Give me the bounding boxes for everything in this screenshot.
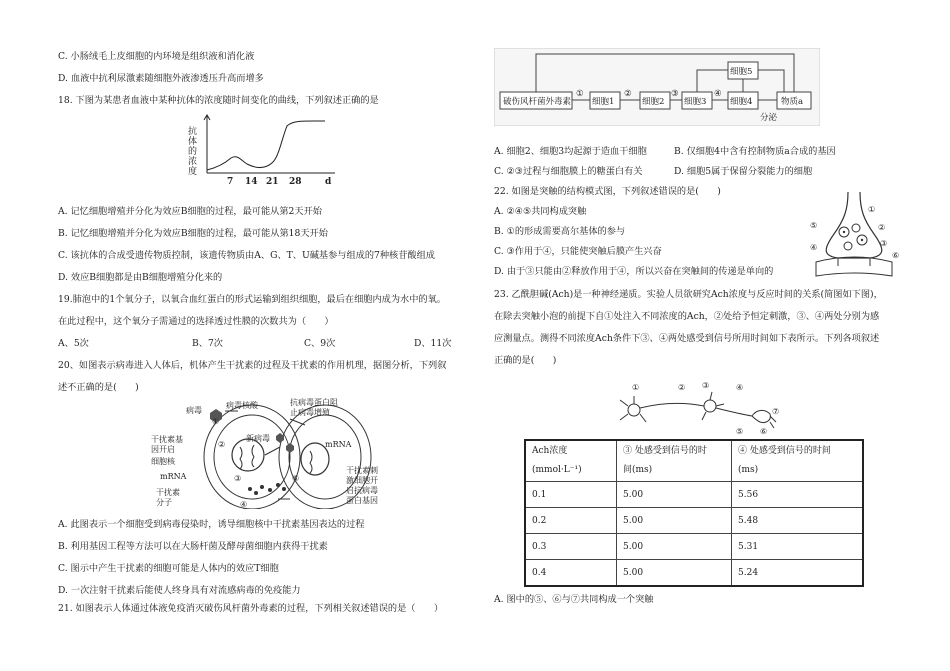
q20-stem-line2: 述不正确的是( ) bbox=[58, 382, 139, 393]
table-row bbox=[525, 482, 863, 508]
label-mrna-left: mRNA bbox=[160, 472, 187, 481]
marker-4: ④ bbox=[240, 500, 248, 509]
marker-2: ② bbox=[218, 440, 226, 449]
header-text: Ach浓度 bbox=[532, 446, 568, 456]
header-text: ④ 处感受到信号的时间 bbox=[738, 446, 831, 456]
ach-data-table bbox=[524, 439, 864, 587]
table-cell: 5.31 bbox=[732, 534, 864, 560]
y-label-char: 浓 bbox=[188, 157, 198, 167]
q19-stem-line2: 在此过程中，这个氧分子需通过的选择透过性膜的次数共为（ ） bbox=[58, 316, 334, 327]
q22-option-d: D. 由于③只能由②释放作用于④，所以兴奋在突触间的传递是单向的 bbox=[494, 266, 774, 277]
q23-stem-line2: 在除去突触小泡的前提下自①处注入不同浓度的Ach，②处给予恒定刺激，③、④两处分别为感 bbox=[494, 311, 880, 322]
label-secrete: 分泌 bbox=[760, 113, 778, 123]
y-label-char: 的 bbox=[188, 147, 198, 157]
q20-option-d: D. 一次注射干扰素后能使人终身具有对流感病毒的免疫能力 bbox=[58, 585, 301, 596]
q21-option-a: A. 细胞2、细胞3均起源于造血干细胞 bbox=[494, 146, 647, 157]
q19-option-b: B、7次 bbox=[192, 338, 223, 349]
table-cell: 5.00 bbox=[617, 534, 732, 560]
header-time-3 bbox=[617, 440, 732, 482]
x-tick-label: 7 bbox=[227, 177, 234, 187]
q18-stem: 18. 下图为某患者血液中某种抗体的浓度随时间变化的曲线，下列叙述正确的是 bbox=[58, 95, 379, 106]
label-ifn-gene: 干扰素基 bbox=[151, 435, 183, 444]
q23-stem-line1: 23. 乙酰胆碱(Ach)是一种神经递质。实验人员欲研究Ach浓度与反应时间的关系(简图如下图)， bbox=[494, 289, 883, 300]
neuron-experiment-figure bbox=[614, 376, 782, 438]
label-mrna-right: mRNA bbox=[325, 440, 352, 449]
q18-option-d: D. 效应B细胞都是由B细胞增殖分化来的 bbox=[58, 272, 223, 283]
x-tick-label: 28 bbox=[289, 177, 302, 187]
table-cell: 5.24 bbox=[732, 560, 864, 587]
q20-option-b: B. 利用基因工程等方法可以在大肠杆菌及酵母菌细胞内获得干扰素 bbox=[58, 541, 328, 552]
table-row bbox=[525, 508, 863, 534]
q18-option-c: C. 该抗体的合成受遗传物质控制，该遗传物质由A、G、T、U碱基参与组成的7种核苷酸组成 bbox=[58, 250, 435, 261]
table-cell: 5.00 bbox=[617, 560, 732, 587]
marker-1: ① bbox=[868, 205, 876, 214]
marker-3: ③ bbox=[702, 381, 710, 390]
table-cell: 5.48 bbox=[732, 508, 864, 534]
q23-stem-line3: 应测量点。测得不同浓度Ach条件下③、④两处感受到信号所用时间如下表所示。下列各项叙述 bbox=[494, 333, 880, 344]
marker-2: ② bbox=[878, 223, 886, 232]
label-ifn-effect: 干扰素刺 bbox=[346, 466, 378, 475]
q19-option-d: D、11次 bbox=[414, 338, 452, 349]
node-cell-1: 细胞1 bbox=[592, 97, 615, 107]
label-ifn-gene: 因开启 bbox=[151, 445, 175, 454]
q22-option-c: C. ③作用于④，只能使突触后膜产生兴奋 bbox=[494, 246, 662, 257]
label-antiviral-protein: 止病毒增殖 bbox=[290, 408, 330, 417]
label-interferon: 分子 bbox=[156, 498, 172, 507]
table-cell: 5.56 bbox=[732, 482, 864, 508]
header-text: (mmol·L⁻¹) bbox=[532, 465, 582, 475]
q20-option-c: C. 图示中产生干扰素的细胞可能是人体内的效应T细胞 bbox=[58, 563, 279, 574]
marker-3: ③ bbox=[234, 474, 242, 483]
table-cell: 0.4 bbox=[525, 560, 617, 587]
y-label-char: 度 bbox=[188, 167, 198, 177]
humoral-immunity-flow-figure bbox=[494, 48, 820, 126]
table-row bbox=[525, 534, 863, 560]
marker-4: ④ bbox=[736, 383, 744, 392]
x-axis-unit: d bbox=[325, 177, 332, 187]
node-toxin: 破伤风杆菌外毒素 bbox=[503, 97, 572, 107]
q23-option-a: A. 图中的⑤、⑥与⑦共同构成一个突触 bbox=[494, 594, 654, 605]
y-label-char: 体 bbox=[188, 137, 198, 147]
q18-option-a: A. 记忆细胞增殖并分化为效应B细胞的过程，最可能从第2天开始 bbox=[58, 206, 322, 217]
header-ach-concentration bbox=[525, 440, 617, 482]
q21-option-b: B. 仅细胞4中含有控制物质a合成的基因 bbox=[674, 146, 836, 157]
q21-stem: 21. 如图表示人体通过体液免疫消灭破伤风杆菌外毒素的过程，下列相关叙述错误的是（ ） bbox=[58, 603, 444, 614]
header-text: 间(ms) bbox=[623, 465, 653, 475]
q18-option-b: B. 记忆细胞增殖并分化为效应B细胞的过程，最可能从第18天开始 bbox=[58, 228, 328, 239]
q17-option-c: C. 小肠绒毛上皮细胞的内环境是组织液和消化液 bbox=[58, 51, 255, 62]
marker-1: ① bbox=[212, 417, 220, 426]
x-tick-label: 14 bbox=[245, 177, 258, 187]
label-ifn-effect: 激细胞开 bbox=[346, 476, 378, 485]
marker-5: ⑤ bbox=[736, 427, 744, 436]
q23-stem-line4: 正确的是( ) bbox=[494, 355, 557, 366]
x-tick-label: 21 bbox=[266, 177, 279, 187]
marker-1: ① bbox=[576, 89, 584, 99]
marker-3: ③ bbox=[671, 89, 679, 99]
label-antiviral-protein: 抗病毒蛋白阻 bbox=[290, 398, 338, 407]
interferon-mechanism-figure bbox=[150, 397, 400, 509]
table-cell: 5.00 bbox=[617, 508, 732, 534]
node-cell-4: 细胞4 bbox=[730, 97, 753, 107]
antibody-curve-figure bbox=[185, 112, 345, 192]
table-cell: 5.00 bbox=[617, 482, 732, 508]
node-substance-a: 物质a bbox=[781, 97, 804, 107]
label-nucleus: 细胞核 bbox=[151, 457, 175, 466]
marker-6: ⑥ bbox=[760, 427, 768, 436]
y-label-char: 抗 bbox=[188, 127, 198, 137]
marker-6: ⑥ bbox=[892, 251, 900, 260]
q19-option-c: C、9次 bbox=[304, 338, 336, 349]
q17-option-d: D. 血液中抗利尿激素随细胞外液渗透压升高而增多 bbox=[58, 73, 264, 84]
marker-2: ② bbox=[678, 383, 686, 392]
q21-option-d: D. 细胞5属于保留分裂能力的细胞 bbox=[674, 166, 813, 177]
node-cell-3: 细胞3 bbox=[684, 97, 707, 107]
q20-option-a: A. 此图表示一个细胞受到病毒侵染时，诱导细胞核中干扰素基因表达的过程 bbox=[58, 519, 365, 530]
node-cell-5: 细胞5 bbox=[730, 67, 753, 77]
label-virus: 病毒 bbox=[186, 406, 202, 415]
table-cell: 0.1 bbox=[525, 482, 617, 508]
table-header-row bbox=[525, 440, 863, 482]
table-cell: 0.2 bbox=[525, 508, 617, 534]
marker-1: ① bbox=[632, 383, 640, 392]
label-virus-nucleic-acid: 病毒核酸 bbox=[226, 401, 258, 410]
synapse-structure-figure bbox=[808, 190, 900, 282]
q19-stem-line1: 19.肺泡中的1个氧分子，以氧合血红蛋白的形式运输到组织细胞，最后在细胞内成为水中的氧。 bbox=[58, 294, 446, 305]
antibody-curve bbox=[207, 121, 325, 170]
header-time-4 bbox=[732, 440, 864, 482]
label-ifn-effect: 启抗病毒 bbox=[346, 486, 378, 495]
marker-5: ⑤ bbox=[292, 474, 300, 483]
marker-3: ③ bbox=[880, 239, 888, 248]
marker-7: ⑦ bbox=[772, 407, 780, 416]
label-ifn-effect: 蛋白基因 bbox=[346, 496, 378, 505]
marker-2: ② bbox=[624, 89, 632, 99]
q21-option-c: C. ②③过程与细胞膜上的糖蛋白有关 bbox=[494, 166, 643, 177]
marker-4: ④ bbox=[810, 243, 818, 252]
header-text: (ms) bbox=[738, 465, 759, 475]
table-cell: 0.3 bbox=[525, 534, 617, 560]
node-cell-2: 细胞2 bbox=[642, 97, 665, 107]
q22-stem: 22. 如图是突触的结构模式图，下列叙述错误的是( ) bbox=[494, 186, 721, 197]
label-interferon: 干扰素 bbox=[156, 488, 180, 497]
marker-5: ⑤ bbox=[810, 221, 818, 230]
header-text: ③ 处感受到信号的时 bbox=[623, 446, 707, 456]
label-new-virus: 新病毒 bbox=[246, 434, 270, 443]
q20-stem-line1: 20、如图表示病毒进入人体后，机体产生干扰素的过程及干扰素的作用机理，据图分析，下列叙 bbox=[58, 360, 447, 371]
q19-option-a: A、5次 bbox=[58, 338, 89, 349]
q22-option-b: B. ①的形成需要高尔基体的参与 bbox=[494, 226, 626, 237]
table-row bbox=[525, 560, 863, 587]
q22-option-a: A. ②④⑤共同构成突触 bbox=[494, 206, 587, 217]
marker-4: ④ bbox=[714, 89, 722, 99]
